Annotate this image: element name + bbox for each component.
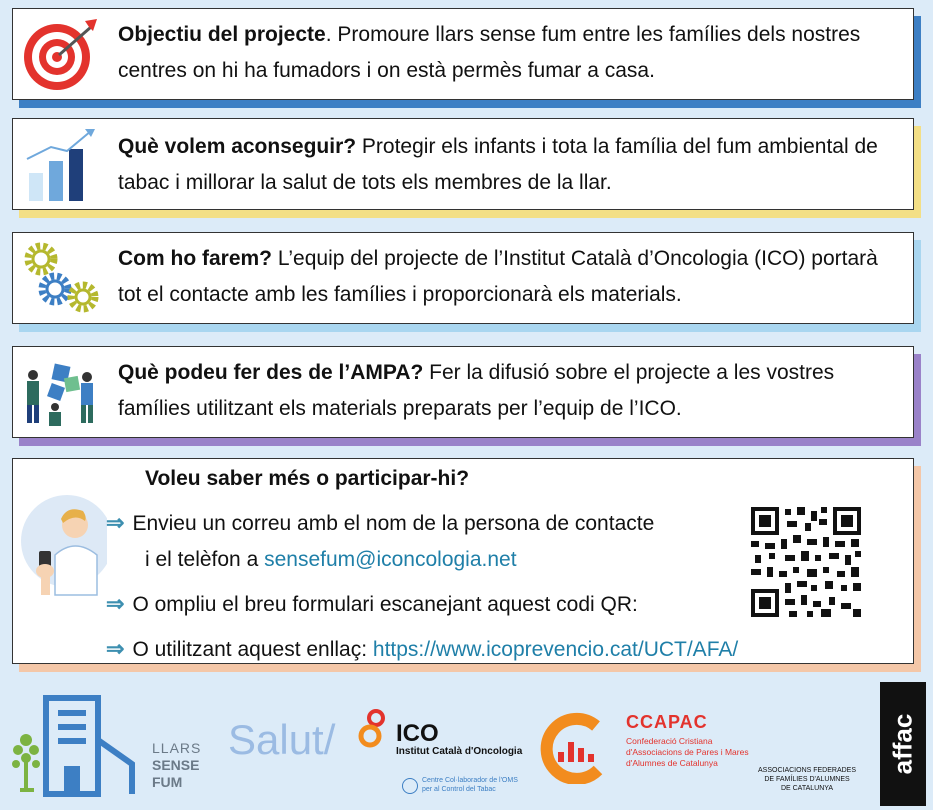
objective-card [12, 8, 914, 100]
contact-line4-text: O utilitzant aquest enllaç: [132, 638, 373, 661]
ico-who-line2: per al Control del Tabac [422, 786, 496, 793]
arrow-right-icon: ⇒ [106, 510, 125, 535]
ico-logo-subtitle: Institut Català d'Oncologia [396, 746, 523, 757]
ampa-card [12, 346, 914, 438]
how-text: L’equip del projecte de l’Institut Català d’Oncologia (ICO) portarà tot el contacte amb les famílies i proporcionarà els materials. [118, 247, 878, 306]
who-globe-icon [402, 778, 418, 794]
target-icon [19, 17, 99, 98]
affac-logo [880, 682, 926, 806]
llars-logo-word: LLARS [152, 740, 202, 756]
salut-logo: Salut/ [228, 716, 336, 763]
team-puzzle-icon [19, 355, 105, 436]
ccapac-logo [536, 712, 749, 802]
affac-sub-line3: DE CATALUNYA [780, 785, 834, 792]
contact-line3-text: O ompliu el breu formulari escanejant aquest codi QR: [132, 593, 638, 616]
sense-logo-word: SENSE [152, 757, 200, 773]
ccapac-sub-line3: d'Alumnes de Catalunya [626, 758, 718, 768]
ico-logo-title: ICO [396, 720, 439, 747]
goals-heading: Què volem aconseguir? [118, 135, 357, 158]
arrow-right-icon: ⇒ [106, 636, 125, 661]
affac-sub-line1: ASSOCIACIONS FEDERADES [758, 767, 857, 774]
email-link[interactable]: sensefum@iconcologia.net [264, 548, 517, 571]
how-heading: Com ho farem? [118, 247, 273, 270]
gears-icon [19, 237, 103, 326]
form-url-link[interactable]: https://www.icoprevencio.cat/UCT/AFA/ [372, 638, 739, 661]
ico-who-line1: Centre Col·laborador de l'OMS [422, 777, 518, 784]
contact-line-qr [106, 586, 738, 623]
ico-logo [356, 706, 526, 802]
ampa-heading: Què podeu fer des de l’AMPA? [118, 361, 424, 384]
contact-line-phone [106, 542, 738, 578]
goals-text: Protegir els infants i tota la família del fum ambiental de tabac i millorar la salut de tots els membres de la llar. [118, 135, 878, 194]
person-phone-icon [17, 491, 107, 606]
contact-card [12, 458, 914, 664]
contact-line1-text: Envieu un correu amb el nom de la persona de contacte [132, 512, 655, 535]
ccapac-sub-line1: Confederació Cristiana [626, 736, 713, 746]
contact-line-link [106, 631, 738, 668]
contact-heading: Voleu saber més o participar-hi? [145, 467, 470, 490]
ccapac-logo-title: CCAPAC [626, 712, 708, 732]
goals-card [12, 118, 914, 210]
ccapac-sub-line2: d'Associacions de Pares i Mares [626, 747, 749, 757]
contact-line2-text: i el telèfon a [145, 548, 265, 571]
ampa-text: Fer la difusió sobre el projecte a les vostres famílies utilitzant els materials preparats per l’equip de l’ICO. [118, 361, 835, 420]
objective-text: . Promoure llars sense fum entre les famílies dels nostres centres on hi ha fumadors i on està permès fumar a casa. [118, 23, 861, 82]
llars-sense-fum-logo [6, 690, 226, 800]
fum-logo-word: FUM [152, 774, 183, 790]
how-card [12, 232, 914, 324]
objective-heading: Objectiu del projecte [118, 23, 326, 46]
arrow-right-icon: ⇒ [106, 591, 125, 616]
logos-strip [0, 676, 933, 810]
affac-sub-line2: DE FAMÍLIES D'ALUMNES [764, 776, 850, 783]
contact-line-email-request [106, 505, 738, 542]
affac-logo-text: affac [887, 713, 918, 775]
bar-chart-icon [21, 127, 101, 208]
qr-code-icon[interactable] [749, 505, 863, 624]
